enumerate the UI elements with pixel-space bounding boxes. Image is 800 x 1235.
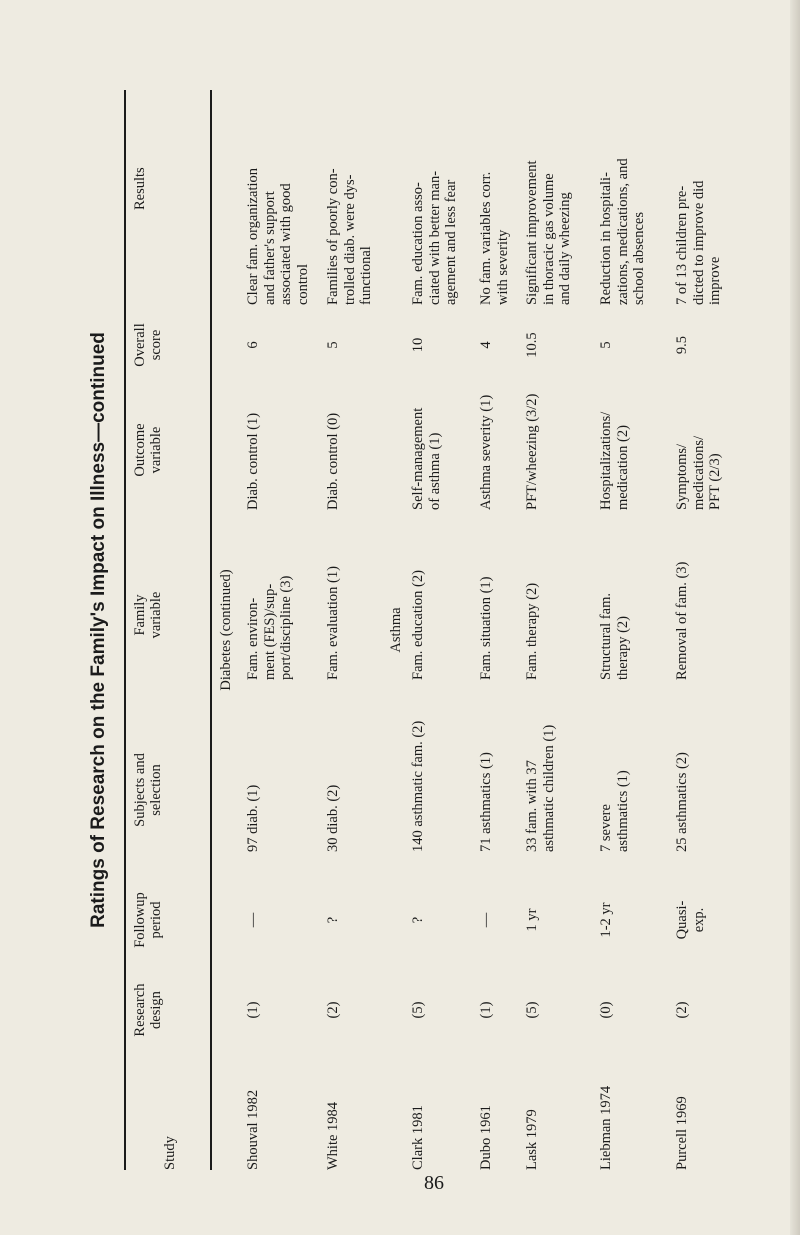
design-cell: (0) (598, 1001, 614, 1019)
family-cell: Removal of fam. (3) (674, 561, 690, 680)
header-followup-period: Followup period (132, 892, 164, 948)
results-cell: 7 of 13 children pre- dicted to improve did improve (674, 180, 723, 305)
family-cell: Structural fam. therapy (2) (598, 593, 631, 680)
design-cell: (2) (674, 1001, 690, 1019)
header-study: Study (162, 1136, 178, 1170)
results-cell: Clear fam. organization and father's support associated with good control (245, 167, 311, 305)
header-research-design: Research design (132, 983, 164, 1037)
study-cell: Shouval 1982 (245, 1089, 261, 1170)
results-cell: Reduction in hospitali- zations, medications, and school absences (598, 158, 647, 305)
score-cell: 5 (325, 341, 341, 349)
results-cell: Significant improvement in thoracic gas volume and daily wheezing (524, 160, 573, 305)
study-cell: White 1984 (325, 1101, 341, 1170)
followup-cell: 1 yr (524, 908, 540, 932)
subjects-cell: 30 diab. (2) (325, 784, 341, 852)
outcome-cell: Symptoms/ medications/ PFT (2/3) (674, 435, 723, 510)
design-cell: (1) (245, 1001, 261, 1019)
rotated-table (80, 90, 780, 1170)
outcome-cell: Hospitalizations/ medication (2) (598, 411, 631, 510)
score-cell: 5 (598, 341, 614, 349)
outcome-cell: PFT/wheezing (3/2) (524, 393, 540, 510)
results-cell: No fam. variables corr. with severity (478, 171, 511, 305)
score-cell: 10 (410, 337, 426, 353)
table-title: Ratings of Research on the Family's Impact on Illness—continued (88, 332, 109, 928)
subjects-cell: 71 asthmatics (1) (478, 752, 494, 852)
subjects-cell: 140 asthmatic fam. (2) (410, 720, 426, 852)
design-cell: (5) (524, 1001, 540, 1019)
section-title-diabetes: Diabetes (continued) (218, 569, 234, 691)
results-cell: Families of poorly con- trolled diab. were dys- functional (325, 168, 374, 305)
section-title-asthma: Asthma (388, 607, 404, 653)
score-cell: 4 (478, 341, 494, 349)
subjects-cell: 7 severe asthmatics (1) (598, 770, 631, 852)
subjects-cell: 33 fam. with 37 asthmatic children (1) (524, 724, 557, 852)
family-cell: Fam. evaluation (1) (325, 566, 341, 680)
page-edge-shadow (790, 0, 800, 1235)
family-cell: Fam. education (2) (410, 570, 426, 680)
header-subjects-selection: Subjects and selection (132, 753, 164, 827)
study-cell: Clark 1981 (410, 1105, 426, 1170)
followup-cell: — (245, 912, 261, 928)
header-results: Results (132, 167, 148, 210)
study-cell: Liebman 1974 (598, 1085, 614, 1170)
study-cell: Purcell 1969 (674, 1096, 690, 1170)
design-cell: (1) (478, 1001, 494, 1019)
study-cell: Lask 1979 (524, 1109, 540, 1170)
header-overall-score: Overall score (132, 323, 164, 367)
outcome-cell: Self-management of asthma (1) (410, 407, 443, 510)
design-cell: (5) (410, 1001, 426, 1019)
header-outcome-variable: Outcome variable (132, 423, 164, 477)
subjects-cell: 97 diab. (1) (245, 784, 261, 852)
score-cell: 10.5 (524, 332, 540, 358)
subjects-cell: 25 asthmatics (2) (674, 752, 690, 852)
family-cell: Fam. therapy (2) (524, 582, 540, 680)
followup-cell: 1-2 yr (598, 902, 614, 938)
score-cell: 9.5 (674, 335, 690, 355)
results-cell: Fam. education asso- ciated with better man- agement and less fear (410, 170, 459, 305)
family-cell: Fam. environ- ment (FES)/sup- port/discipline (3) (245, 575, 294, 680)
design-cell: (2) (325, 1001, 341, 1019)
study-cell: Dubo 1961 (478, 1105, 494, 1170)
outcome-cell: Asthma severity (1) (478, 394, 494, 510)
header-family-variable: Family variable (132, 591, 164, 639)
top-rule (124, 90, 126, 1170)
header-rule (210, 90, 212, 1170)
page-number: 86 (424, 1172, 444, 1194)
family-cell: Fam. situation (1) (478, 576, 494, 680)
followup-cell: ? (325, 916, 341, 924)
score-cell: 6 (245, 341, 261, 349)
followup-cell: — (478, 912, 494, 928)
followup-cell: ? (410, 916, 426, 924)
outcome-cell: Diab. control (1) (245, 412, 261, 510)
followup-cell: Quasi- exp. (674, 900, 707, 940)
outcome-cell: Diab. control (0) (325, 412, 341, 510)
